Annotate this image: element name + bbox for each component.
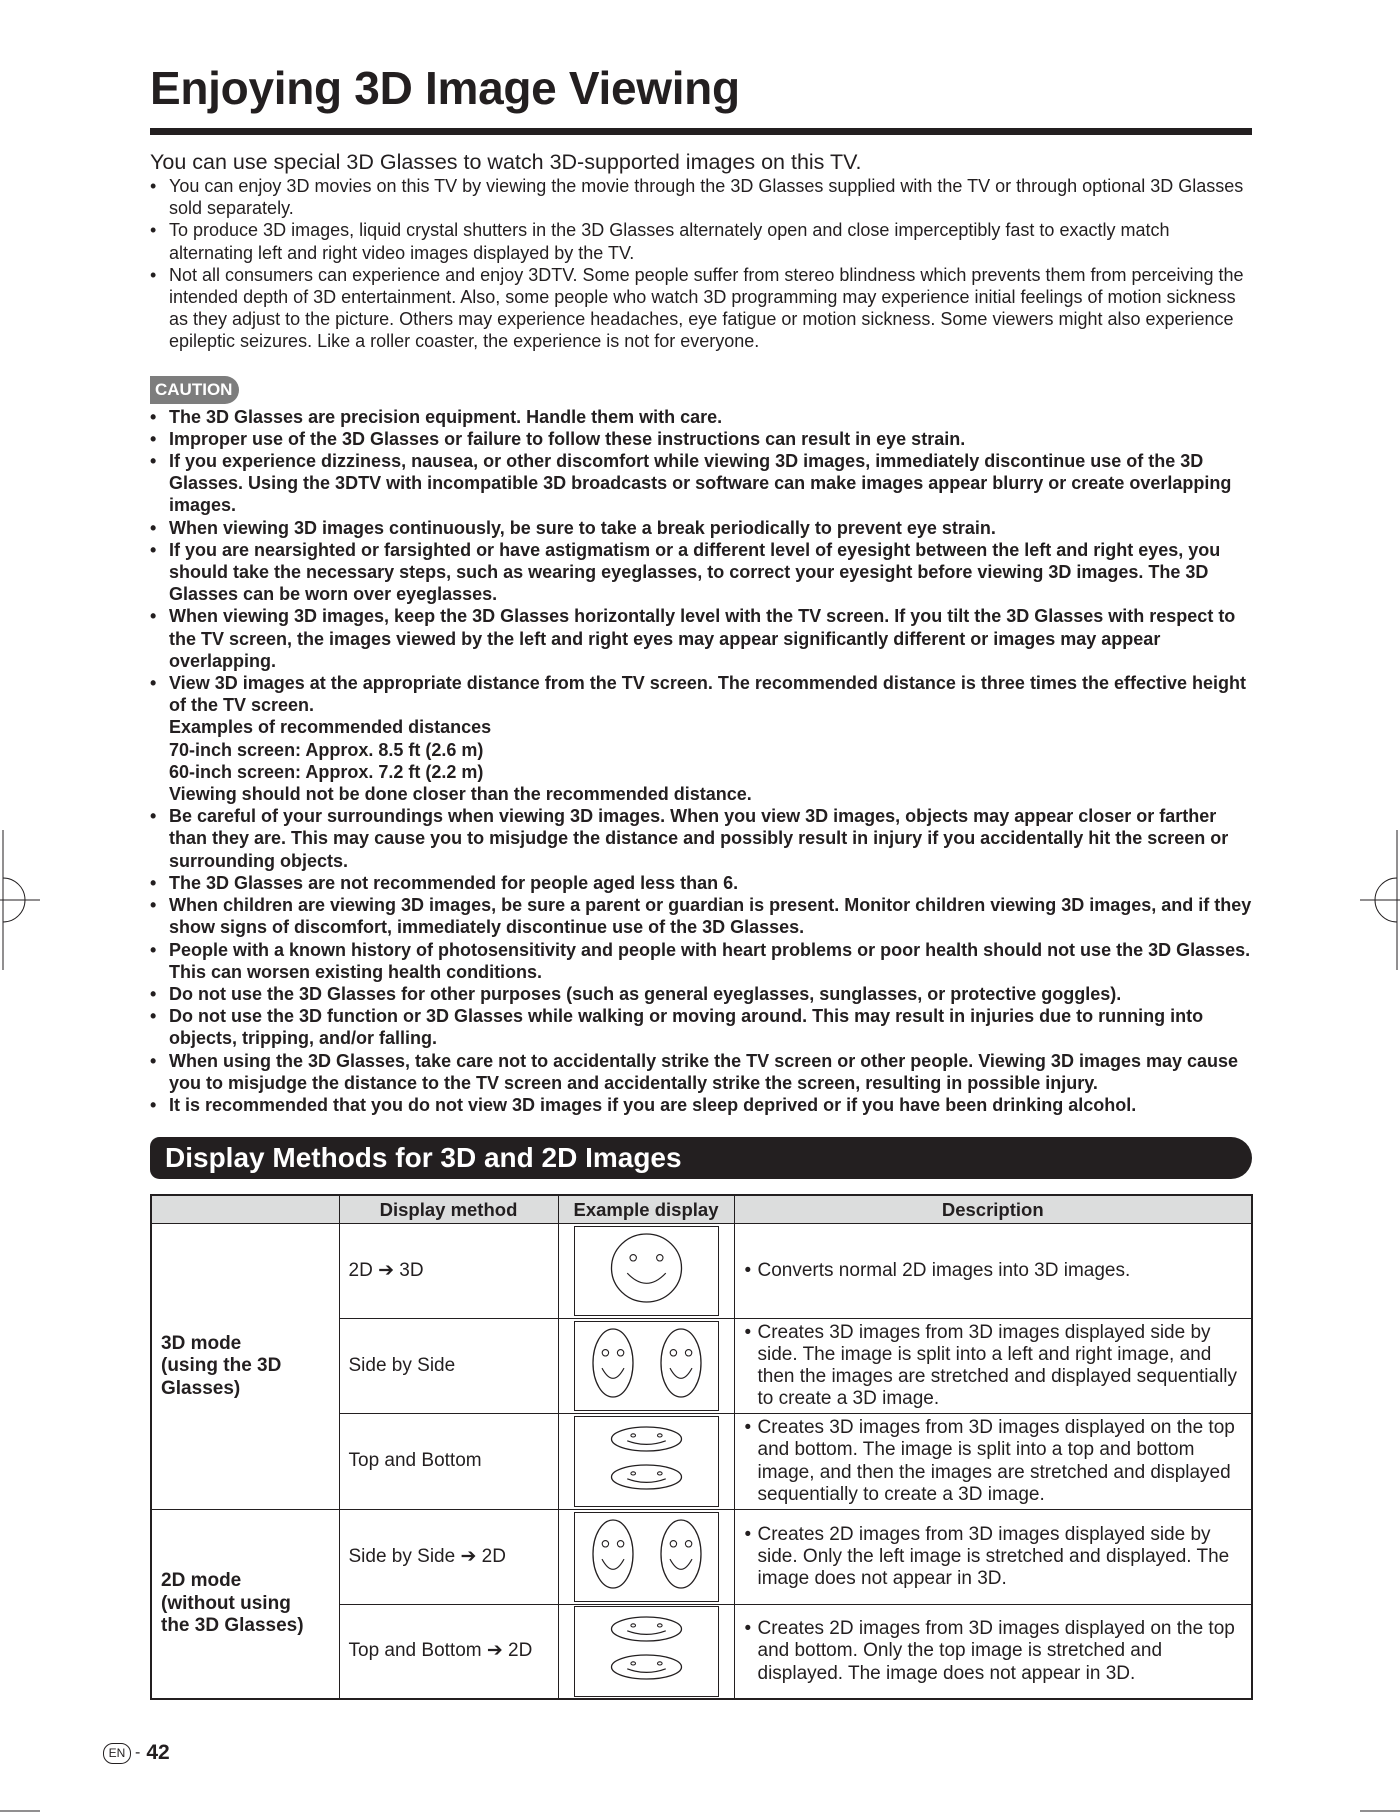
caution-bullet: • Be careful of your surroundings when viewing 3D images. When you view 3D images, objects may appear closer or farther than they are. This may cause you to misjudge the distance and possibly result in injury if you accidentally hit the screen or surrounding objects.: [150, 805, 1252, 872]
table-header: Example display: [558, 1195, 734, 1224]
caution-bullet: • Improper use of the 3D Glasses or failure to follow these instructions can result in eye strain.: [150, 428, 1252, 450]
description-text: • Creates 2D images from 3D images displayed on the top and bottom. Only the top image is stretched and displayed. The image does not appear in 3D.: [745, 1618, 1242, 1685]
example-display-side-by-side: [574, 1321, 719, 1411]
mode-cell: 2D mode (without using the 3D Glasses): [151, 1510, 339, 1699]
caution-bullet: • When children are viewing 3D images, be sure a parent or guardian is present. Monitor children viewing 3D images, and if they show signs of discomfort, immediately discontinue use of the 3D Glasses.: [150, 894, 1252, 938]
intro-lead: You can use special 3D Glasses to watch 3D-supported images on this TV.: [150, 150, 862, 174]
example-display-cell: [558, 1319, 734, 1414]
page-number: 42: [146, 1741, 170, 1764]
crop-mark-bottom-right: [1360, 1790, 1400, 1812]
mode-cell: 3D mode (using the 3D Glasses): [151, 1224, 339, 1510]
description-cell: [734, 1414, 1252, 1510]
example-display-cell: [558, 1510, 734, 1605]
caution-bullet: • When viewing 3D images continuously, be sure to take a break periodically to prevent eye strain.: [150, 517, 1252, 539]
registration-mark-right: [1360, 830, 1400, 970]
page-footer: [103, 1741, 170, 1765]
description-text: • Creates 3D images from 3D images displayed on the top and bottom. The image is split into a top and bottom image, and then the images are stretched and displayed sequentially to create a 3D image.: [745, 1417, 1242, 1506]
method-cell: Top and Bottom: [339, 1414, 558, 1510]
table-body: [151, 1224, 1252, 1699]
caution-bullet: • If you are nearsighted or farsighted or have astigmatism or a different level of eyesight between the left and right eyes, you should take the necessary steps, such as wearing eyeglasses, to correct your eyesight before viewing 3D images. The 3D Glasses can be worn over eyeglasses.: [150, 539, 1252, 606]
caution-bullet: • View 3D images at the appropriate distance from the TV screen. The recommended distance is three times the effective height of the TV screen. Examples of recommended distances 70-inch screen: Approx. 8.5 ft (2.6 m) 60-inch screen: Approx. 7.2 ft (2.2 m) Viewing should not be done closer than the recommended distance.: [150, 672, 1252, 805]
example-display-top-bottom: [574, 1606, 719, 1696]
description-cell: [734, 1224, 1252, 1319]
intro-bullet: • You can enjoy 3D movies on this TV by viewing the movie through the 3D Glasses supplied with the TV or through optional 3D Glasses sold separately.: [150, 175, 1252, 219]
table-header: Display method: [339, 1195, 558, 1224]
example-display-side-by-side: [574, 1512, 719, 1602]
intro-bullet: • Not all consumers can experience and enjoy 3DTV. Some people suffer from stereo blindness which prevents them from perceiving the intended depth of 3D entertainment. Also, some people who watch 3D programming may experience initial feelings of motion sickness as they adjust to the picture. Others may experience headaches, eye fatigue or motion sickness. Some viewers might also experience epileptic seizures. Like a roller coaster, the experience is not for everyone.: [150, 264, 1252, 353]
description-text: • Converts normal 2D images into 3D images.: [745, 1260, 1242, 1282]
example-display-single: [574, 1226, 719, 1316]
table-header-row: [151, 1195, 1252, 1224]
registration-mark-left: [0, 830, 40, 970]
description-cell: [734, 1319, 1252, 1414]
caution-bullet: • The 3D Glasses are precision equipment. Handle them with care.: [150, 406, 1252, 428]
caution-list: [150, 406, 1252, 1117]
caution-bullet: • The 3D Glasses are not recommended for people aged less than 6.: [150, 872, 1252, 894]
caution-bullet: • Do not use the 3D function or 3D Glasses while walking or moving around. This may result in injuries due to running into objects, tripping, and/or falling.: [150, 1005, 1252, 1049]
example-display-cell: [558, 1414, 734, 1510]
intro-bullet: • To produce 3D images, liquid crystal shutters in the 3D Glasses alternately open and close imperceptibly fast to exactly match alternating left and right video images displayed by the TV.: [150, 219, 1252, 263]
section-heading: Display Methods for 3D and 2D Images: [150, 1137, 1252, 1179]
caution-bullet: • It is recommended that you do not view 3D images if you are sleep deprived or if you have been drinking alcohol.: [150, 1094, 1252, 1116]
description-text: • Creates 2D images from 3D images displayed side by side. Only the left image is stretched and displayed. The image does not appear in 3D.: [745, 1524, 1242, 1591]
display-methods-table: [150, 1194, 1253, 1700]
method-cell: Top and Bottom ➔ 2D: [339, 1605, 558, 1699]
caution-bullet: • If you experience dizziness, nausea, or other discomfort while viewing 3D images, immediately discontinue use of the 3D Glasses. Using the 3DTV with incompatible 3D broadcasts or software can make images appear blurry or create overlapping images.: [150, 450, 1252, 517]
intro-list: [150, 175, 1252, 353]
caution-bullet: • People with a known history of photosensitivity and people with heart problems or poor health should not use the 3D Glasses. This can worsen existing health conditions.: [150, 939, 1252, 983]
page-title: Enjoying 3D Image Viewing: [150, 62, 740, 114]
caution-bullet: • Do not use the 3D Glasses for other purposes (such as general eyeglasses, sunglasses, or protective goggles).: [150, 983, 1252, 1005]
example-display-top-bottom: [574, 1416, 719, 1506]
caution-badge: CAUTION: [150, 376, 239, 404]
table-row: [151, 1224, 1252, 1319]
example-display-cell: [558, 1224, 734, 1319]
page: [150, 58, 1252, 1700]
description-text: • Creates 3D images from 3D images displayed side by side. The image is split into a left and right image, and then the images are stretched and displayed sequentially to create a 3D image.: [745, 1322, 1242, 1411]
title-rule: [150, 128, 1252, 135]
footer-separator: -: [135, 1744, 141, 1761]
language-badge: EN: [103, 1743, 131, 1764]
method-cell: Side by Side ➔ 2D: [339, 1510, 558, 1605]
description-cell: [734, 1510, 1252, 1605]
method-cell: Side by Side: [339, 1319, 558, 1414]
table-header: [151, 1195, 339, 1224]
method-cell: 2D ➔ 3D: [339, 1224, 558, 1319]
example-display-cell: [558, 1605, 734, 1699]
caution-bullet: • When viewing 3D images, keep the 3D Glasses horizontally level with the TV screen. If you tilt the 3D Glasses with respect to the TV screen, the images viewed by the left and right eyes may appear significantly different or images may appear overlapping.: [150, 605, 1252, 672]
table-header: Description: [734, 1195, 1252, 1224]
description-cell: [734, 1605, 1252, 1699]
crop-mark-bottom-left: [0, 1790, 40, 1812]
caution-bullet: • When using the 3D Glasses, take care not to accidentally strike the TV screen or other people. Viewing 3D images may cause you to misjudge the distance to the TV screen and accidentally strike the screen, resulting in possible injury.: [150, 1050, 1252, 1094]
table-row: [151, 1510, 1252, 1605]
